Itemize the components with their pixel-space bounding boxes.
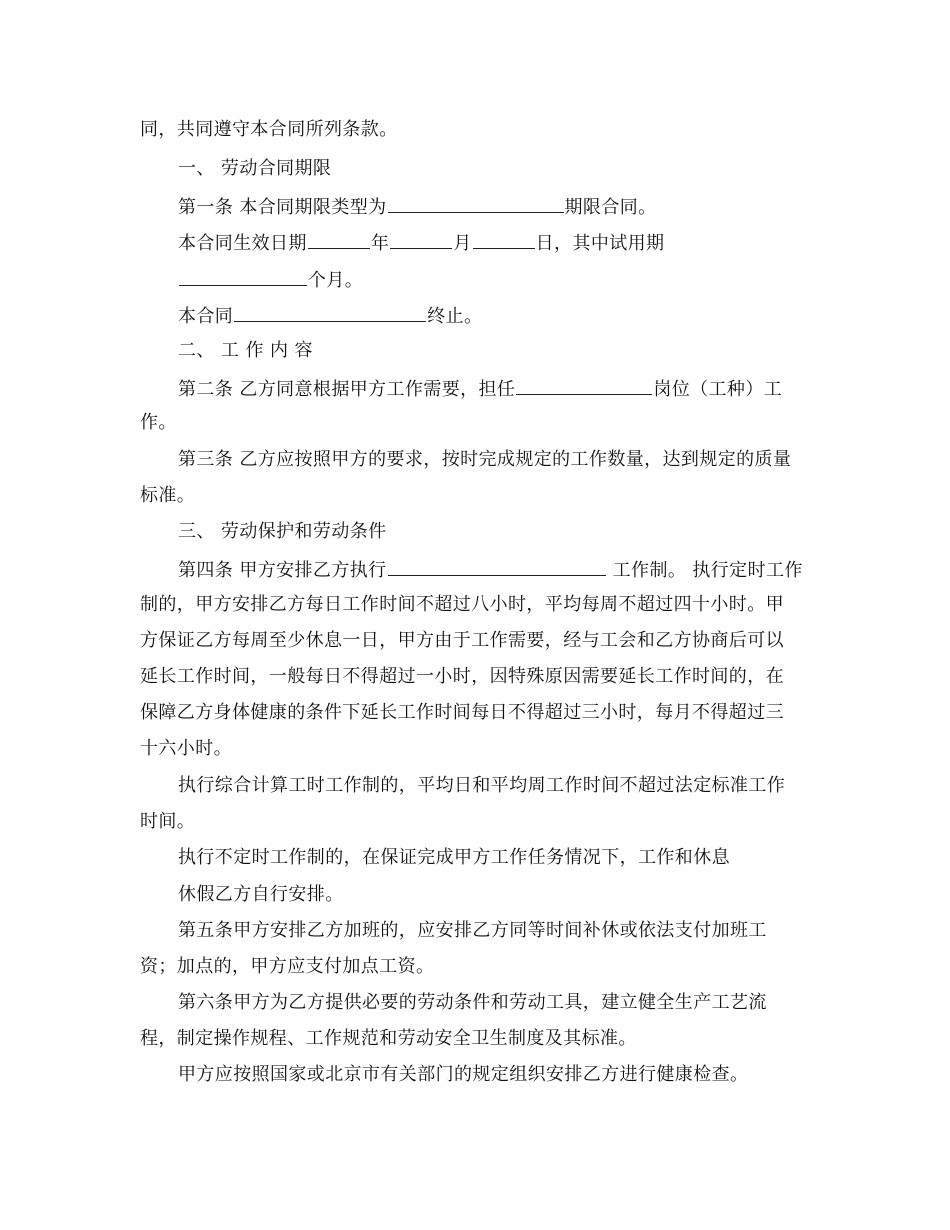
paragraph-line [178, 267, 363, 293]
fill-blank-position[interactable] [516, 376, 652, 395]
text: 第四条 甲方安排乙方执行 [178, 560, 387, 581]
text: 第一条 本合同期限类型为 [178, 197, 387, 218]
section-heading [178, 520, 387, 544]
paragraph-line [140, 701, 784, 725]
fill-blank-day[interactable] [473, 230, 535, 249]
text: 本合同 [178, 306, 234, 327]
text: 二、 工 作 内 容 [178, 340, 313, 361]
paragraph-line [178, 194, 657, 220]
paragraph-line [178, 376, 782, 402]
fill-blank-month[interactable] [390, 230, 452, 249]
fill-blank-probation-months[interactable] [179, 267, 307, 286]
text: 年 [370, 233, 390, 254]
text: 一、 劳动合同期限 [178, 158, 332, 179]
text: 执行综合计算工时工作制的，平均日和平均周工作时间不超过法定标准工作 [178, 775, 786, 796]
text: 作。 [140, 412, 177, 433]
text: 岗位（工种）工 [653, 379, 783, 400]
paragraph-line [140, 955, 434, 979]
paragraph-line [140, 1027, 637, 1051]
text: 第二条 乙方同意根据甲方工作需要，担任 [178, 379, 516, 400]
text: 月 [453, 233, 472, 254]
text: 标准。 [140, 485, 196, 506]
paragraph-line [178, 448, 791, 472]
text: 方保证乙方每周至少休息一日，甲方由于工作需要，经与工会和乙方协商后可以 [140, 630, 784, 651]
paragraph-line [178, 774, 785, 798]
fill-blank-contract-type[interactable] [388, 194, 564, 213]
text: 三、 劳动保护和劳动条件 [178, 521, 387, 542]
paragraph-line [140, 810, 195, 834]
text: 同，共同遵守本合同所列条款。 [140, 119, 398, 140]
paragraph-line [178, 991, 767, 1015]
paragraph-line [140, 484, 195, 508]
text: 执行不定时工作制的，在保证完成甲方工作任务情况下，工作和休息 [178, 847, 730, 868]
text: 资；加点的，甲方应支付加点工资。 [140, 956, 435, 977]
paragraph-line [178, 303, 482, 329]
fill-blank-work-system[interactable] [388, 557, 606, 576]
text: 第五条甲方安排乙方加班的，应安排乙方同等时间补休或依法支付加班工 [178, 920, 767, 941]
text: 休假乙方自行安排。 [178, 884, 344, 905]
text: 第六条甲方为乙方提供必要的劳动条件和劳动工具，建立健全生产工艺流 [178, 992, 767, 1013]
paragraph-line [140, 737, 232, 761]
paragraph-line [178, 883, 344, 907]
section-heading [178, 339, 313, 363]
text: 第三条 乙方应按照甲方的要求，按时完成规定的工作数量，达到规定的质量 [178, 449, 792, 470]
paragraph-line [140, 118, 398, 142]
paragraph-line [178, 230, 664, 256]
section-heading [178, 157, 331, 181]
text: 时间。 [140, 811, 196, 832]
paragraph-line [178, 846, 730, 870]
text: 终止。 [427, 306, 483, 327]
text: 期限合同。 [564, 197, 657, 218]
text: 保障乙方身体健康的条件下延长工作时间每日不得超过三小时，每月不得超过三 [140, 702, 784, 723]
paragraph-line [140, 411, 177, 435]
text: 延长工作时间，一般每日不得超过一小时，因特殊原因需要延长工作时间的，在 [140, 666, 784, 687]
text: 工作制。 执行定时工作 [606, 560, 803, 581]
text: 日，其中试用期 [535, 233, 665, 254]
paragraph-line [140, 629, 784, 653]
text: 制的，甲方安排乙方每日工作时间不超过八小时，平均每周不超过四十小时。甲 [140, 594, 784, 615]
text: 本合同生效日期 [178, 233, 307, 254]
paragraph-line [178, 919, 767, 943]
fill-blank-year[interactable] [308, 230, 370, 249]
paragraph-line [140, 665, 784, 689]
text: 甲方应按照国家或北京市有关部门的规定组织安排乙方进行健康检查。 [178, 1064, 749, 1085]
paragraph-line [178, 557, 803, 583]
paragraph-line [140, 593, 784, 617]
paragraph-line [178, 1063, 748, 1087]
text: 十六小时。 [140, 738, 232, 759]
fill-blank-termination[interactable] [234, 303, 426, 322]
text: 程，制定操作规程、工作规范和劳动安全卫生制度及其标准。 [140, 1028, 637, 1049]
text: 个月。 [308, 270, 364, 291]
